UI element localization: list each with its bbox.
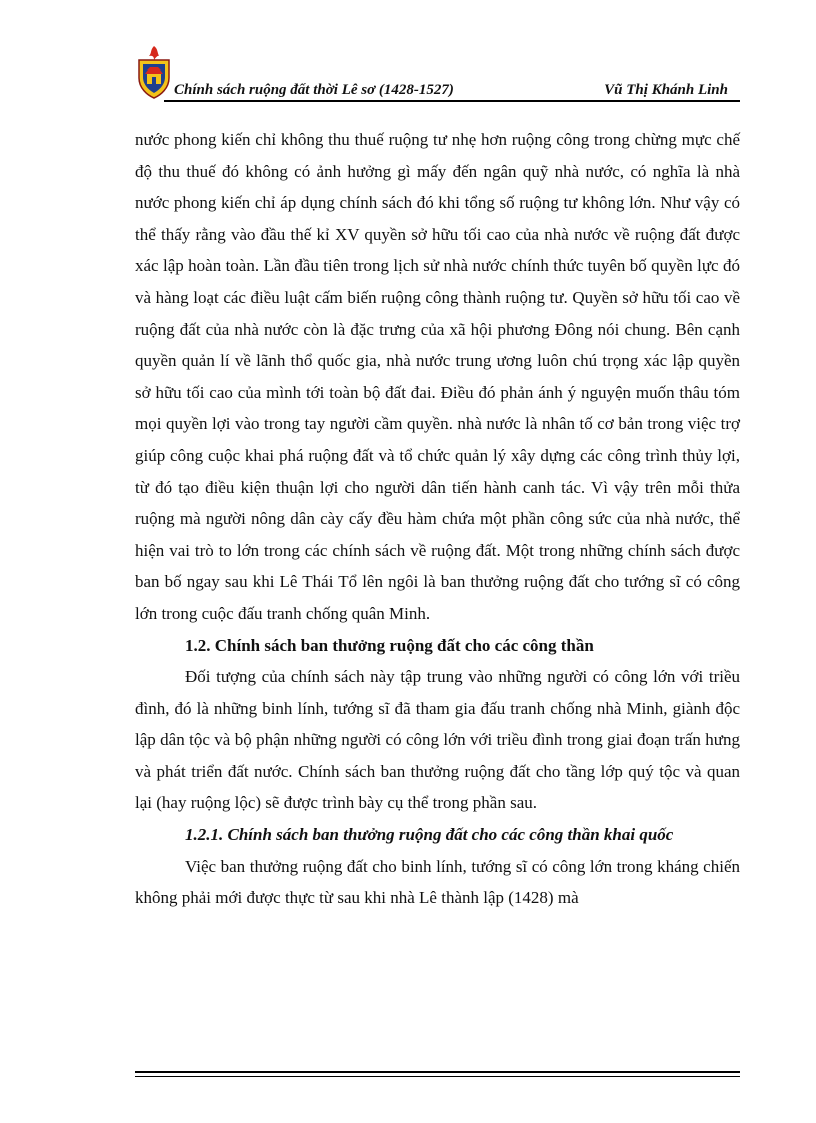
- body-paragraph: Việc ban thưởng ruộng đất cho binh lính, tướng sĩ có công lớn trong kháng chiến không phải mới được thực từ sau khi nhà Lê thành lập (1428) mà: [135, 856, 740, 908]
- page-body: [135, 124, 740, 914]
- footer-divider: [135, 1071, 740, 1077]
- author-name: Vũ Thị Khánh Linh: [604, 82, 728, 98]
- header-divider: [164, 100, 740, 102]
- section-heading: 1.2. Chính sách ban thưởng ruộng đất cho các công thần: [185, 635, 594, 655]
- document-title: Chính sách ruộng đất thời Lê sơ (1428-1527): [174, 82, 454, 98]
- body-paragraph: nước phong kiến chỉ không thu thuế ruộng tư nhẹ hơn ruộng công trong chừng mực chế độ thu thuế đó không có ảnh hưởng gì mấy đến ngân quỹ nhà nước, có nghĩa là nhà nước phong kiến chỉ áp dụng chính sách đó khi tổng số ruộng tư không lớn. Như vậy có thể thấy rằng vào đầu thế kỉ XV quyền sở hữu tối cao của nhà nước về ruộng đất được xác lập hoàn toàn. Lần đầu tiên trong lịch sử nhà nước chính thức tuyên bố quyền lực đó và hàng loạt các điều luật cấm biến ruộng công thành ruộng tư. Quyền sở hữu tối cao về ruộng đất của nhà nước còn là đặc trưng của xã hội phương Đông nói chung. Bên cạnh quyền quản lí về lãnh thổ quốc gia, nhà nước trung ương luôn chú trọng xác lập quyền sở hữu tối cao của mình tới toàn bộ đất đai. Điều đó phản ánh ý nguyện muốn thâu tóm mọi quyền lợi vào trong tay người cầm quyền. nhà nước là nhân tố cơ bản trong việc trợ giúp công cuộc khai phá ruộng đất và tổ chức quản lý xây dựng các công trình thủy lợi, từ đó tạo điều kiện thuận lợi cho người dân tiến hành canh tác. Vì vậy trên mỗi thửa ruộng mà người nông dân cày cấy đều hàm chứa một phần công sức của nhà nước, thể hiện vai trò to lớn trong các chính sách về ruộng đất. Một trong những chính sách được ban bố ngay sau khi Lê Thái Tổ lên ngôi là ban thưởng ruộng đất cho tướng sĩ có công lớn trong cuộc đấu tranh chống quân Minh.: [135, 130, 740, 623]
- university-emblem-icon: [134, 44, 174, 100]
- page-header: [134, 40, 740, 104]
- subsection-heading: 1.2.1. Chính sách ban thưởng ruộng đất cho các công thần khai quốc: [185, 825, 674, 845]
- body-paragraph: Đối tượng của chính sách này tập trung vào những người có công lớn với triều đình, đó là những binh lính, tướng sĩ đã tham gia đấu tranh chống nhà Minh, giành độc lập dân tộc và bộ phận những người có công lớn với triều đình trong giai đoạn trấn hưng và phát triển đất nước. Chính sách ban thưởng ruộng đất cho tầng lớp quý tộc và quan lại (hay ruộng lộc) sẽ được trình bày cụ thể trong phần sau.: [135, 667, 740, 813]
